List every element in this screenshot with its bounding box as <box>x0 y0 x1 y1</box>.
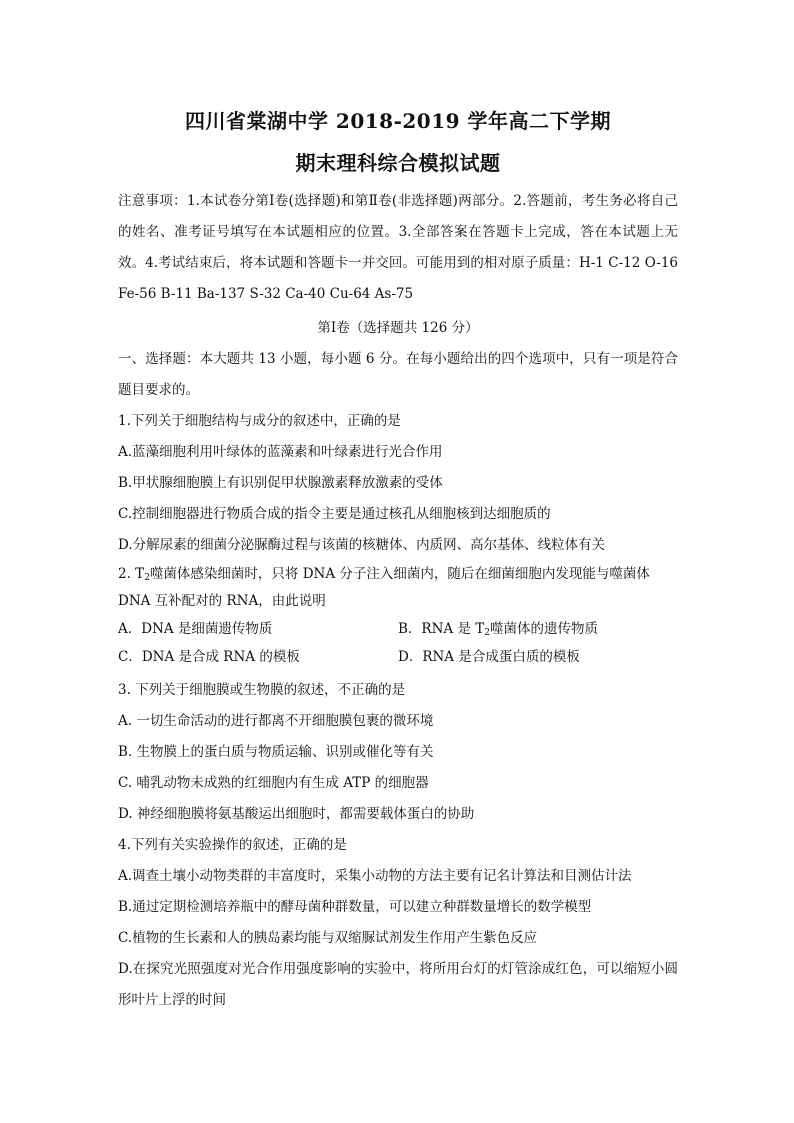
question-2-option-b-prefix: B．RNA 是 T <box>398 621 485 637</box>
question-3-option-c: C. 哺乳动物未成熟的红细胞内有生成 ATP 的细胞器 <box>118 775 429 791</box>
question-2-option-c: C．DNA 是合成 RNA 的模板 <box>118 649 300 665</box>
question-3-option-a: A. 一切生命活动的进行都离不开细胞膜包裹的微环境 <box>118 713 434 729</box>
question-2-option-a: A．DNA 是细菌遗传物质 <box>118 621 273 637</box>
question-1-option-b: B.甲状腺细胞膜上有识别促甲状腺激素释放激素的受体 <box>118 475 443 491</box>
section-title: 第Ⅰ卷（选择题共 126 分） <box>317 320 479 336</box>
question-1-option-c: C.控制细胞器进行物质合成的指令主要是通过核孔从细胞核到达细胞质的 <box>118 506 551 522</box>
question-2-option-b-subscript: 2 <box>484 628 490 638</box>
exam-title-line2: 期末理科综合模拟试题 <box>295 151 501 175</box>
question-2-options-row1 <box>118 615 678 643</box>
question-1-option-d: D.分解尿素的细菌分泌脲酶过程与该菌的核糖体、内质网、高尔基体、线粒体有关 <box>118 537 606 553</box>
question-2-stem <box>118 561 678 615</box>
question-2 <box>118 561 678 671</box>
question-2-option-b <box>398 615 678 643</box>
question-4 <box>118 830 678 1016</box>
question-3 <box>118 675 678 830</box>
question-4-option-d: D.在探究光照强度对光合作用强度影响的实验中，将所用台灯的灯管涂成红色，可以缩短小圆形叶片上浮的时间 <box>118 961 678 1008</box>
question-4-stem: 4.下列有关实验操作的叙述，正确的是 <box>118 837 347 853</box>
question-2-stem-suffix: 噬菌体感染细菌时，只将 DNA 分子注入细菌内，随后在细菌细胞内发现能与噬菌体 DNA 互补配对的 RNA，由此说明 <box>118 566 650 609</box>
exam-title-line1: 四川省棠湖中学 2018-2019 学年高二下学期 <box>184 109 612 133</box>
question-2-stem-subscript: 2 <box>144 573 150 583</box>
question-3-option-b: B. 生物膜上的蛋白质与物质运输、识别或催化等有关 <box>118 744 434 760</box>
question-1 <box>118 406 678 561</box>
question-4-option-b: B.通过定期检测培养瓶中的酵母菌种群数量，可以建立种群数量增长的数学模型 <box>118 899 592 915</box>
question-1-option-a: A.蓝藻细胞利用叶绿体的蓝藻素和叶绿素进行光合作用 <box>118 444 443 460</box>
question-2-stem-prefix: 2. T <box>118 566 145 582</box>
question-2-option-b-suffix: 噬菌体的遗传物质 <box>489 621 598 637</box>
question-2-options-row2 <box>118 643 678 671</box>
question-2-option-d: D．RNA 是合成蛋白质的模板 <box>398 649 580 665</box>
notice-paragraph: 注意事项：1.本试卷分第Ⅰ卷(选择题)和第Ⅱ卷(非选择题)两部分。2.答题前，考生务必将自己的姓名、准考证号填写在本试题相应的位置。3.全部答案在答题卡上完成，答在本试题上无效。4.考试结束后，将本试题和答题卡一并交回。可能用到的相对原子质量：H-1 C-12 O-16 Fe-56 B-11 Ba-137 S-32 Ca-40 Cu-64 As-75 <box>118 193 678 302</box>
question-4-option-a: A.调查土壤小动物类群的丰富度时，采集小动物的方法主要有记名计算法和目测估计法 <box>118 868 632 884</box>
question-4-option-c: C.植物的生长素和人的胰岛素均能与双缩脲试剂发生作用产生紫色反应 <box>118 930 538 946</box>
question-3-option-d: D. 神经细胞膜将氨基酸运出细胞时，都需要载体蛋白的协助 <box>118 806 475 822</box>
question-1-stem: 1.下列关于细胞结构与成分的叙述中，正确的是 <box>118 413 401 429</box>
exam-page <box>118 100 678 1016</box>
question-3-stem: 3. 下列关于细胞膜或生物膜的叙述，不正确的是 <box>118 682 406 698</box>
section-intro: 一、选择题：本大题共 13 小题，每小题 6 分。在每小题给出的四个选项中，只有一项是符合题目要求的。 <box>118 351 678 398</box>
